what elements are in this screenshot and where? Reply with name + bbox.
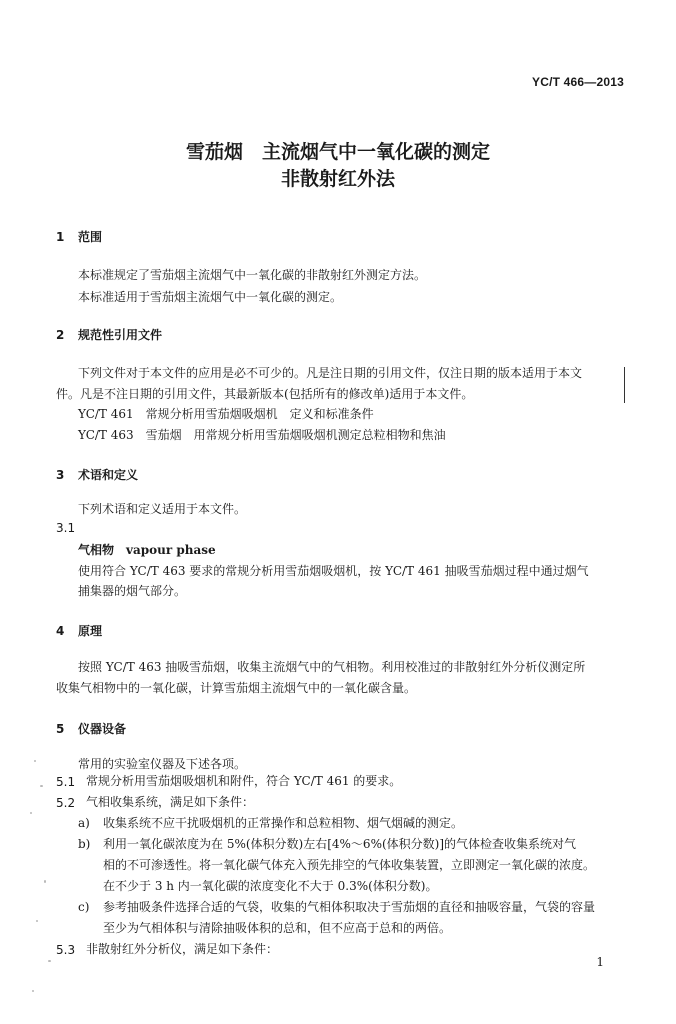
list-item-b-label: b) (78, 837, 91, 851)
scan-speck (30, 812, 32, 814)
scan-speck (36, 920, 38, 922)
clause-5-2-number: 5.2 (56, 796, 76, 810)
section-number: 4 (56, 624, 65, 638)
section-title: 仪器设备 (78, 722, 127, 736)
section-3-heading (56, 466, 138, 483)
term-definition-line-2: 捕集器的烟气部分。 (78, 584, 187, 598)
list-item-c-line-1: 参考抽吸条件选择合适的气袋，收集的气相体积取决于雪茄烟的直径和抽吸容量，气袋的容量 (103, 900, 596, 914)
list-item-c-line-2: 至少为气相体积与清除抽吸体积的总和，但不应高于总和的两倍。 (103, 921, 452, 935)
section-number: 5 (56, 722, 65, 736)
clause-5-3-text: 非散射红外分析仪，满足如下条件： (86, 942, 279, 956)
scan-speck (34, 760, 36, 762)
section-title: 术语和定义 (78, 468, 139, 482)
section-title: 原理 (78, 624, 103, 638)
section-5-paragraph: 常用的实验室仪器及下述各项。 (78, 757, 247, 771)
normative-reference-2: YC/T 463 雪茄烟 用常规分析用雪茄烟吸烟机测定总粒相物和焦油 (78, 428, 446, 442)
section-2-paragraph-line-1: 下列文件对于本文件的应用是必不可少的。凡是注日期的引用文件，仅注日期的版本适用于本文 (78, 366, 583, 380)
section-1-heading (56, 228, 102, 245)
clause-3-1-number: 3.1 (56, 521, 76, 535)
section-3-paragraph: 下列术语和定义适用于本文件。 (78, 502, 247, 516)
section-number: 1 (56, 230, 65, 244)
scan-speck (48, 960, 51, 962)
revision-bar (624, 367, 625, 403)
list-item-b-line-1: 利用一氧化碳浓度为在 5%(体积分数)左右[4%～6%(体积分数)]的气体检查收集系统对气 (103, 837, 577, 851)
section-4-heading (56, 622, 102, 639)
section-5-heading (56, 720, 126, 737)
list-item-a-label: a) (78, 816, 90, 830)
section-1-paragraph-2: 本标准适用于雪茄烟主流烟气中一氧化碳的测定。 (78, 290, 343, 304)
page-number: 1 (596, 955, 604, 969)
scan-speck (44, 880, 46, 883)
list-item-a-text: 收集系统不应干扰吸烟机的正常操作和总粒相物、烟气烟碱的测定。 (103, 816, 464, 830)
scan-speck (32, 990, 34, 992)
section-number: 3 (56, 468, 65, 482)
standard-code: YC/T 466—2013 (532, 75, 624, 89)
term-definition-line-1: 使用符合 YC/T 463 要求的常规分析用雪茄烟吸烟机，按 YC/T 461 抽吸雪茄烟过程中通过烟气 (78, 564, 589, 578)
section-title: 范围 (78, 230, 103, 244)
section-number: 2 (56, 328, 65, 342)
clause-5-3-number: 5.3 (56, 943, 76, 957)
clause-5-1-number: 5.1 (56, 775, 76, 789)
section-2-paragraph-line-2: 件。凡是不注日期的引用文件，其最新版本(包括所有的修改单)适用于本文件。 (56, 387, 474, 401)
normative-reference-1: YC/T 461 常规分析用雪茄烟吸烟机 定义和标准条件 (78, 407, 374, 421)
document-title-line2: 非散射红外法 (280, 168, 395, 190)
document-title-line1: 雪茄烟 主流烟气中一氧化碳的测定 (185, 141, 490, 163)
section-1-paragraph-1: 本标准规定了雪茄烟主流烟气中一氧化碳的非散射红外测定方法。 (78, 268, 427, 282)
list-item-b-line-2: 相的不可渗透性。将一氧化碳气体充入预先排空的气体收集装置，立即测定一氧化碳的浓度。 (103, 858, 596, 872)
scan-speck (40, 785, 43, 787)
section-4-paragraph-line-2: 收集气相物中的一氧化碳，计算雪茄烟主流烟气中的一氧化碳含量。 (56, 681, 417, 695)
clause-5-1-text: 常规分析用雪茄烟吸烟机和附件，符合 YC/T 461 的要求。 (86, 774, 402, 788)
clause-5-2-text: 气相收集系统，满足如下条件： (86, 795, 255, 809)
section-2-heading (56, 326, 162, 343)
term-vapour-phase: 气相物 vapour phase (78, 543, 216, 557)
section-title: 规范性引用文件 (78, 328, 163, 342)
section-4-paragraph-line-1: 按照 YC/T 463 抽吸雪茄烟，收集主流烟气中的气相物。利用校准过的非散射红外分析仪测定所 (78, 660, 586, 674)
list-item-c-label: c) (78, 900, 90, 914)
list-item-b-line-3: 在不少于 3 h 内一氧化碳的浓度变化不大于 0.3%(体积分数)。 (103, 879, 438, 893)
